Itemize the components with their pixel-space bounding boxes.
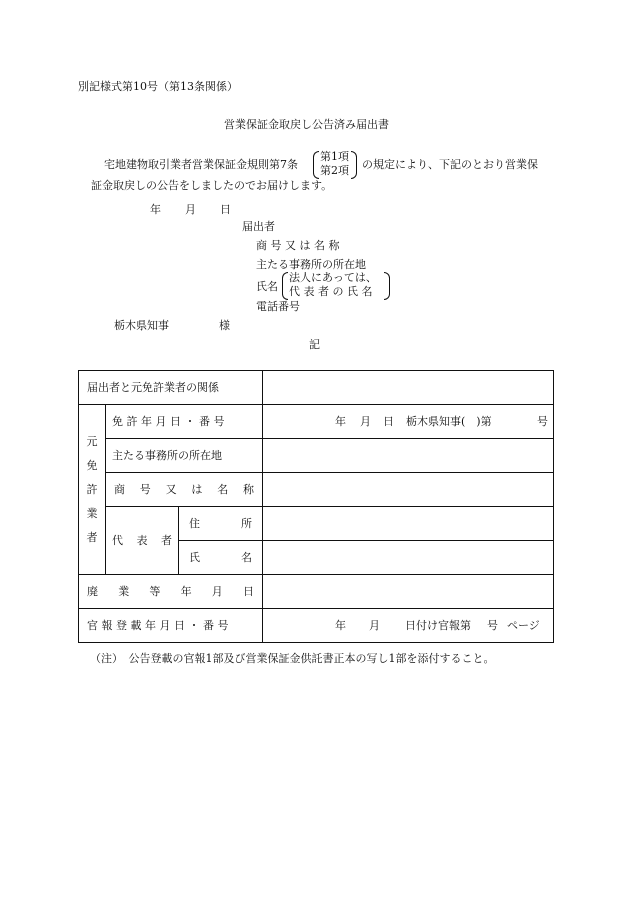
table-row [79, 575, 554, 609]
table-row [79, 405, 554, 439]
gazette-dated: 日付け官報第 [405, 619, 471, 632]
submitter-trade-name: 商 号 又 は 名 称 [256, 239, 340, 252]
gazette-no: 号 [487, 619, 498, 632]
license-month: 月 [360, 415, 371, 428]
license-day: 日 [383, 415, 394, 428]
former-licensee-label: 元 免 許 業 者 [79, 405, 106, 575]
name-right-bracket [384, 272, 390, 300]
ki-mark: 記 [309, 338, 320, 351]
name-label: 氏 名 [179, 541, 263, 575]
table-row [79, 371, 554, 405]
date-month: 月 [185, 203, 196, 216]
gazette-label: 官 報 登 載 年 月 日 ・ 番 号 [79, 609, 263, 643]
clause-1: 第1項 [320, 150, 349, 163]
relation-label: 届出者と元免許業者の関係 [79, 371, 263, 405]
date-day: 日 [220, 203, 231, 216]
gazette-year: 年 [335, 619, 346, 632]
trade-name-value[interactable] [263, 473, 554, 507]
license-date-no-label: 免 許 年 月 日 ・ 番 号 [106, 405, 263, 439]
table-row [79, 609, 554, 643]
document-title: 営業保証金取戻し公告済み届出書 [224, 118, 389, 131]
addressee-name: 栃木県知事 [114, 319, 169, 332]
submitter-name-label: 氏名 [256, 280, 278, 293]
name-note-2: 代 表 者 の 氏 名 [289, 285, 373, 298]
license-issuer: 栃木県知事( )第 [406, 415, 492, 428]
name-left-bracket [282, 272, 288, 300]
representative-name-value[interactable] [263, 541, 554, 575]
office-location-label: 主たる事務所の所在地 [106, 439, 263, 473]
closure-date-value[interactable] [263, 575, 554, 609]
body-line2: 証金取戻しの公告をしましたのでお届けします。 [91, 179, 333, 192]
table-row [79, 439, 554, 473]
table-row [79, 507, 554, 541]
representative-address-value[interactable] [263, 507, 554, 541]
right-bracket [351, 151, 357, 179]
gazette-month: 月 [369, 619, 380, 632]
address-label: 住 所 [179, 507, 263, 541]
license-no: 号 [537, 415, 548, 428]
representative-label: 代 表 者 [106, 507, 179, 575]
name-note-1: 法人にあっては、 [289, 271, 377, 284]
trade-name-label: 商 号 又 は 名 称 [106, 473, 263, 507]
submitter-phone: 電話番号 [256, 300, 300, 313]
left-bracket [313, 151, 319, 179]
body-line1-post: の規定により、下記のとおり営業保 [362, 158, 538, 171]
license-year: 年 [335, 415, 346, 428]
submitter-office: 主たる事務所の所在地 [256, 258, 366, 271]
relation-value[interactable] [263, 371, 554, 405]
license-date-no-value[interactable] [263, 405, 554, 439]
submitter-label: 届出者 [242, 220, 275, 233]
body-line1-pre: 宅地建物取引業者営業保証金規則第7条 [104, 158, 298, 171]
gazette-value[interactable] [263, 609, 554, 643]
details-table [78, 370, 554, 643]
form-number: 別記様式第10号（第13条関係） [78, 80, 238, 93]
table-row [79, 473, 554, 507]
closure-date-label: 廃 業 等 年 月 日 [79, 575, 263, 609]
office-location-value[interactable] [263, 439, 554, 473]
footnote: （注） 公告登載の官報1部及び営業保証金供託書正本の写し1部を添付すること。 [90, 652, 495, 665]
addressee-honorific: 様 [219, 319, 230, 332]
clause-2: 第2項 [320, 164, 349, 177]
gazette-page: ページ [507, 619, 540, 632]
date-year: 年 [150, 203, 161, 216]
